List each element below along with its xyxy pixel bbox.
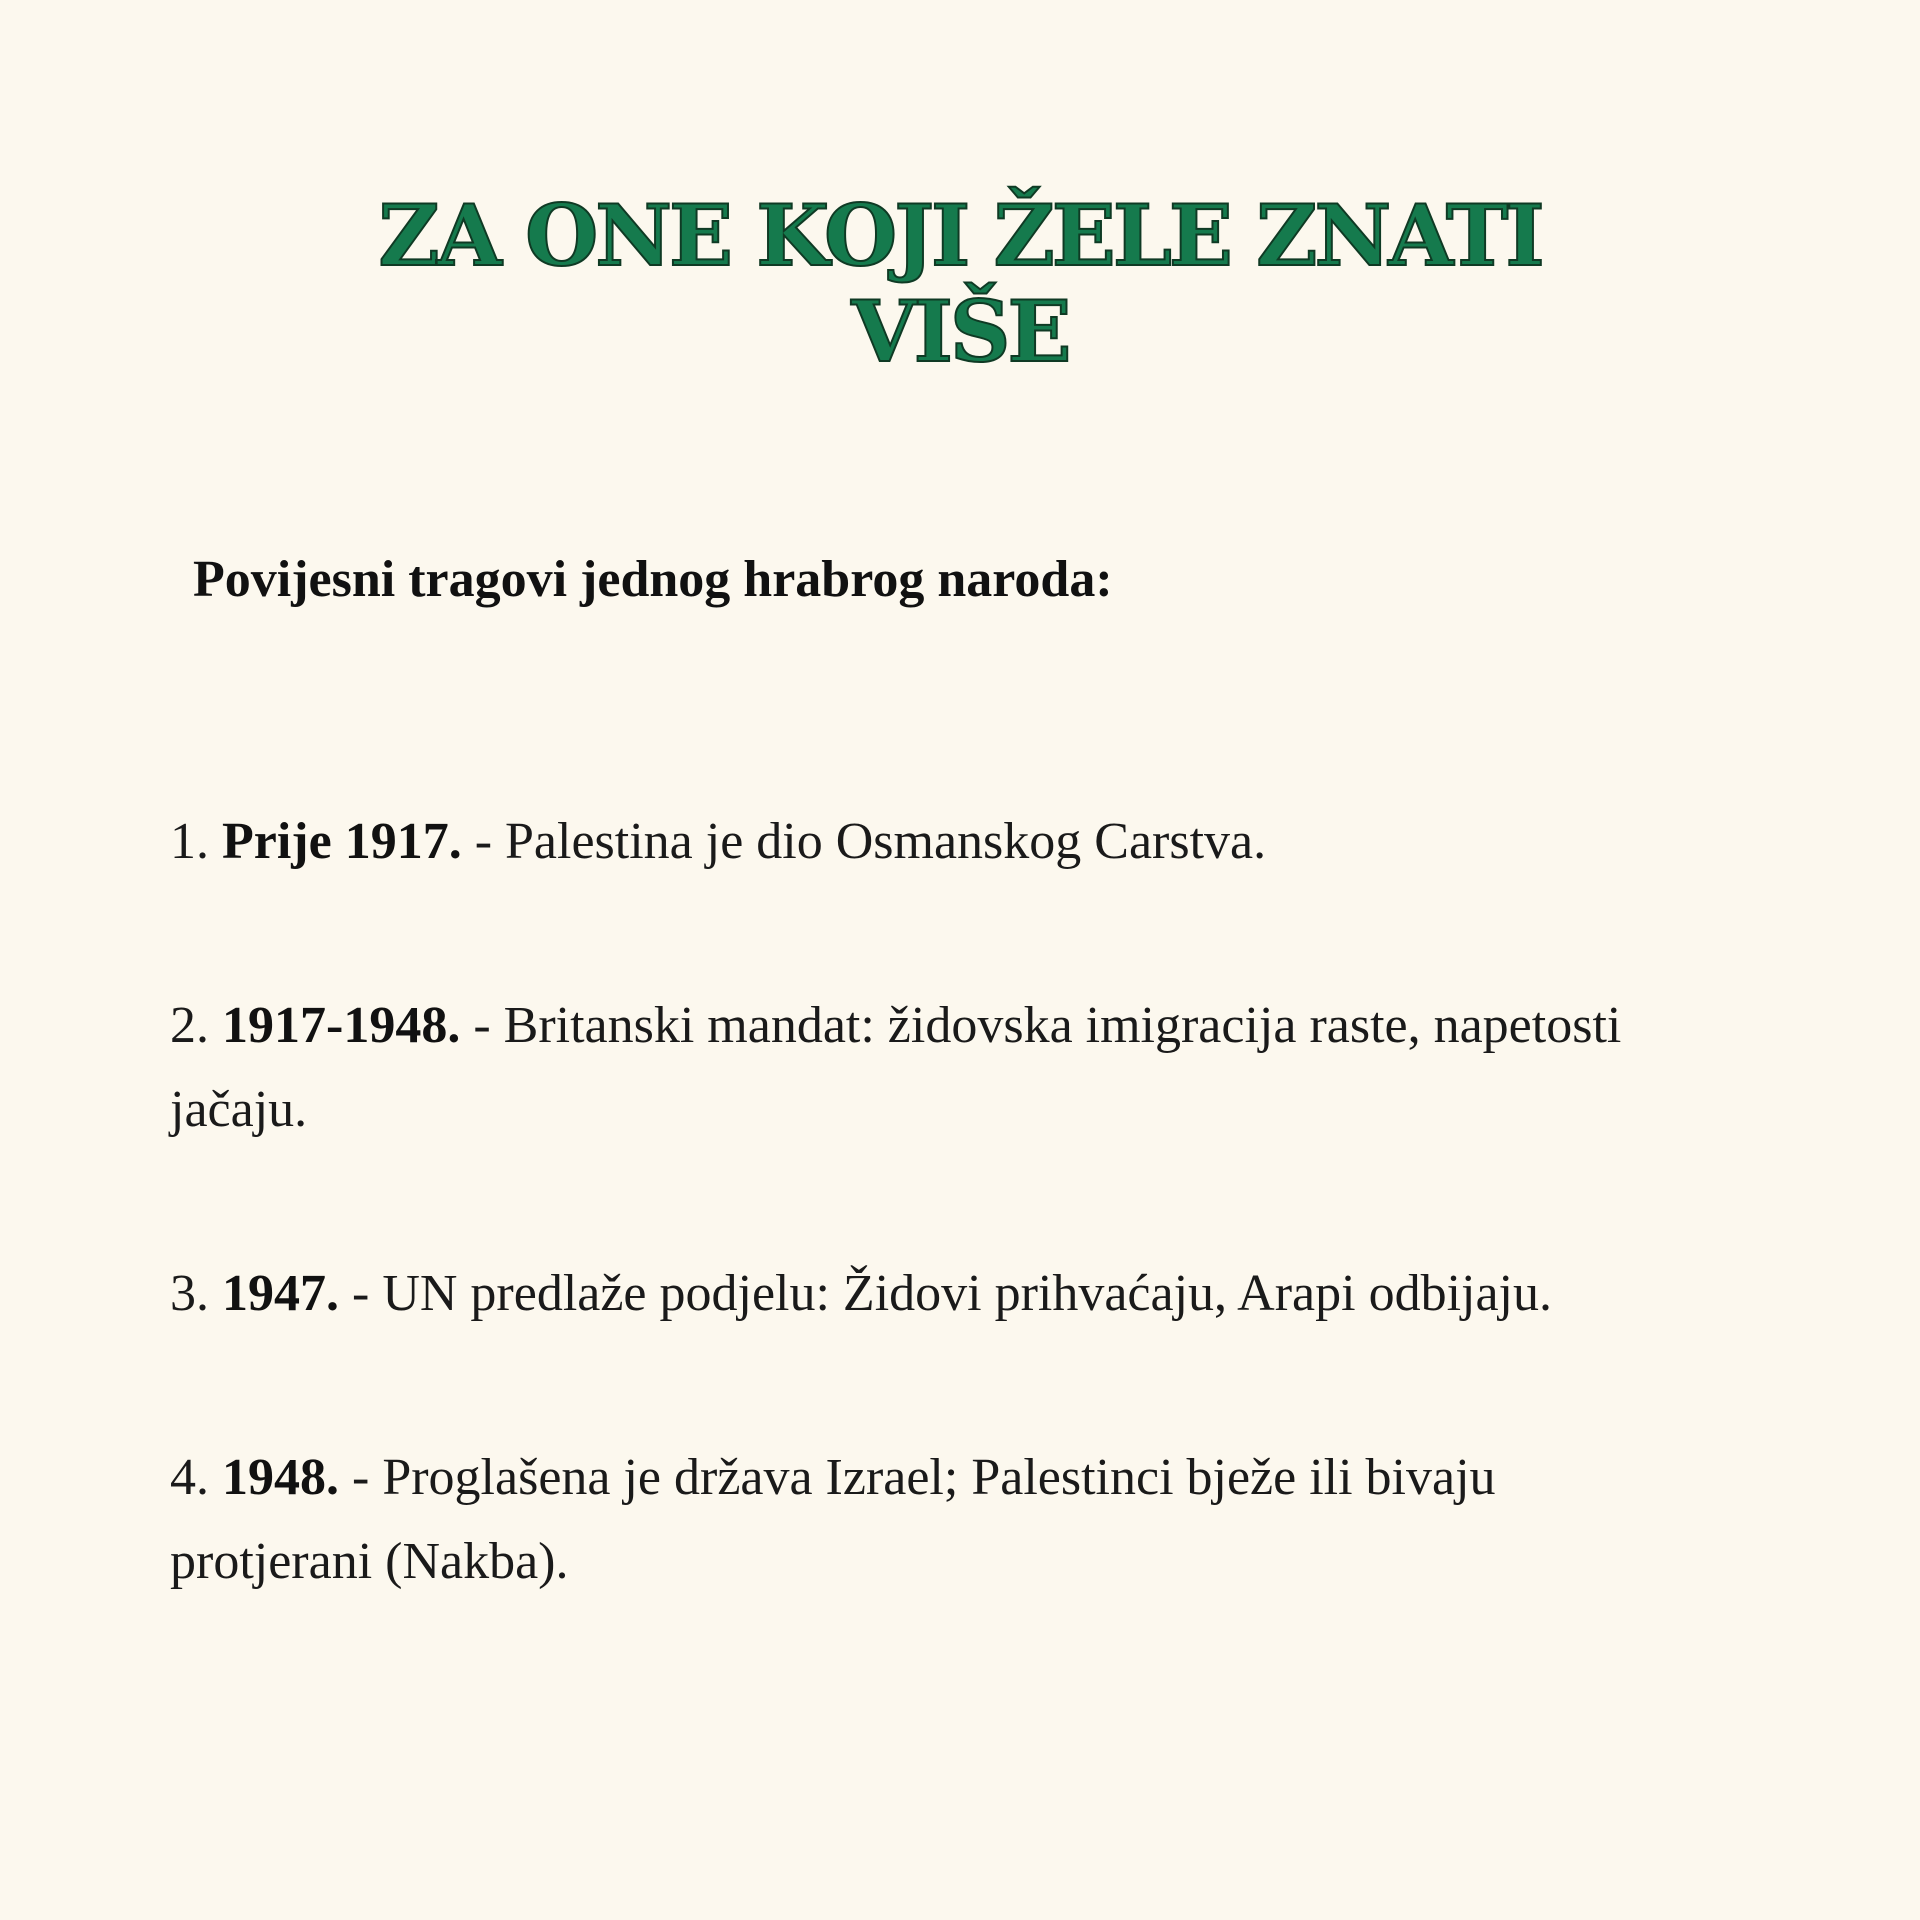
page-title-line-2: VIŠE (851, 282, 1069, 381)
section-subtitle: Povijesni tragovi jednog hrabrog naroda: (193, 551, 1113, 608)
timeline-list (170, 800, 1710, 1704)
timeline-item-number: 1. (170, 813, 209, 870)
timeline-item (170, 1436, 1710, 1604)
timeline-item-year: 1948. (222, 1449, 339, 1506)
timeline-item-text: - UN predlaže podjelu: Židovi prihvaćaju, Arapi odbijaju. (352, 1265, 1552, 1322)
timeline-item-text: - Palestina je dio Osmanskog Carstva. (474, 813, 1267, 870)
timeline-item-number: 3. (170, 1265, 209, 1322)
timeline-item (170, 1252, 1710, 1336)
timeline-item-text: - Britanski mandat: židovska imigracija raste, napetosti jačaju. (170, 997, 1622, 1138)
timeline-item-number: 2. (170, 997, 209, 1054)
page-title-line-1: ZA ONE KOJI ŽELE ZNATI (378, 186, 1542, 285)
timeline-item-text: - Proglašena je država Izrael; Palestinci bježe ili bivaju protjerani (Nakba). (170, 1449, 1496, 1590)
timeline-item-year: 1917-1948. (222, 997, 461, 1054)
timeline-item-number: 4. (170, 1449, 209, 1506)
timeline-item-year: 1947. (222, 1265, 339, 1322)
page-title (160, 188, 1760, 380)
timeline-item (170, 984, 1710, 1152)
timeline-item (170, 800, 1710, 884)
timeline-item-year: Prije 1917. (222, 813, 462, 870)
